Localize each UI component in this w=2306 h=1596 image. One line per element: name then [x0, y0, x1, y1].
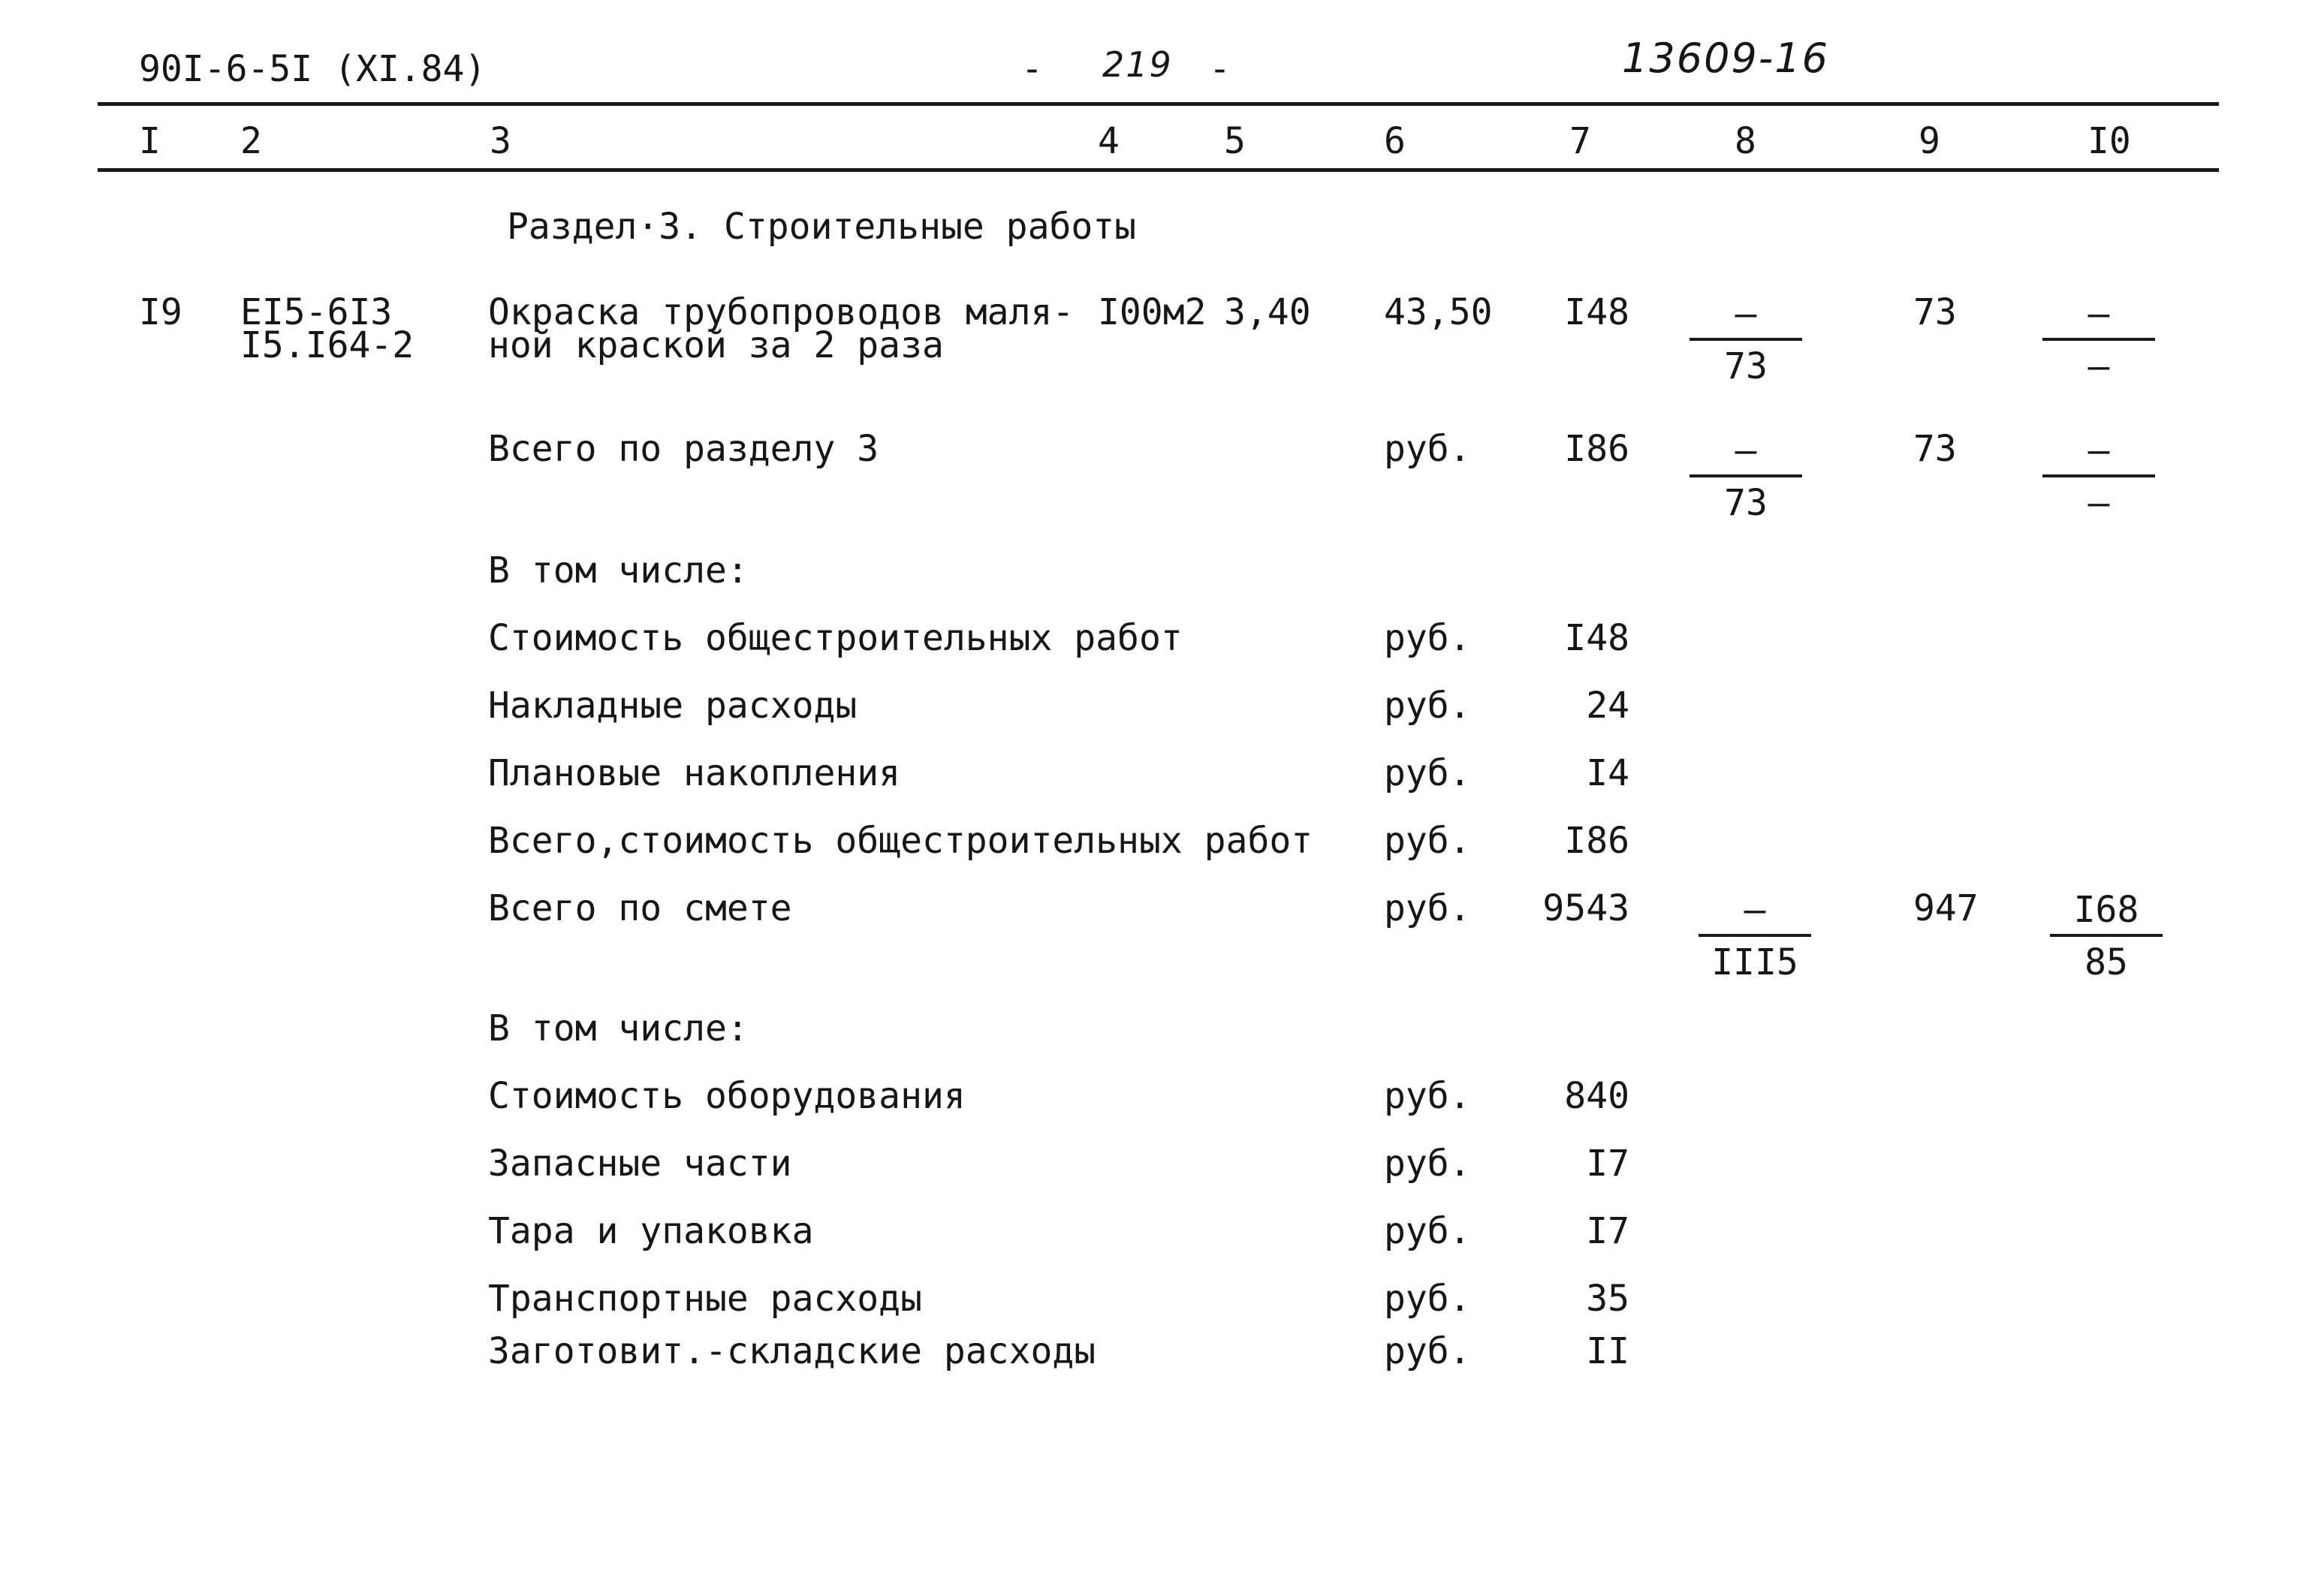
estimate-total-value: 9543 — [1542, 887, 1629, 929]
item-col8-fraction — [1690, 294, 1802, 386]
section-total-col10-numerator: – — [2087, 429, 2110, 471]
col-header-4: 4 — [1098, 120, 1120, 162]
breakdown1-value-2: I4 — [1586, 752, 1629, 794]
item-unit-price: 43,50 — [1384, 291, 1493, 333]
section-total-col8-fraction — [1690, 431, 1802, 522]
breakdown2-unit-1: руб. — [1384, 1143, 1471, 1185]
col-header-6: 6 — [1384, 120, 1406, 162]
section-total-col8-denominator: 73 — [1724, 482, 1768, 524]
estimate-total-unit: руб. — [1384, 887, 1471, 929]
section-total-col10-fraction — [2042, 431, 2155, 522]
breakdown1-value-1: 24 — [1586, 685, 1629, 727]
breakdown2-label-0: Стоимость оборудования — [488, 1075, 966, 1117]
item-col8-numerator: – — [1735, 293, 1757, 335]
breakdown1-label-1: Накладные расходы — [488, 685, 858, 727]
item-col10-fraction — [2042, 294, 2155, 386]
breakdown2-value-2: I7 — [1586, 1210, 1629, 1252]
item-quantity: 3,40 — [1224, 291, 1311, 333]
breakdown2-value-3: 35 — [1586, 1278, 1629, 1320]
col-header-3: 3 — [490, 120, 511, 162]
breakdown1-label-3: Всего,стоимость общестроительных работ — [488, 820, 1313, 862]
item-col10-numerator: – — [2087, 293, 2110, 335]
breakdown2-unit-2: руб. — [1384, 1210, 1471, 1252]
breakdown1-value-3: I86 — [1564, 820, 1629, 862]
estimate-total-col10-numerator: I68 — [2073, 889, 2139, 931]
breakdown1-unit-2: руб. — [1384, 752, 1471, 794]
col-header-8: 8 — [1735, 120, 1756, 162]
fraction-bar — [2042, 474, 2155, 477]
breakdown2-value-4: II — [1586, 1330, 1629, 1372]
item-code-primary: EI5-6I3 — [240, 291, 393, 333]
page-dash-left: - — [1021, 48, 1043, 90]
doc-code: 90I-6-5I (XI.84) — [139, 48, 487, 90]
breakdown2-label-3: Транспортные расходы — [488, 1278, 922, 1320]
section-total-value: I86 — [1564, 428, 1629, 470]
breakdown2-value-0: 840 — [1564, 1075, 1629, 1117]
section-title: Раздел·3. Строительные работы — [507, 206, 1137, 248]
breakdown2-label-1: Запасные части — [488, 1143, 792, 1185]
estimate-total-col9: 947 — [1913, 887, 1979, 929]
estimate-total-col10-denominator: 85 — [2084, 941, 2128, 983]
item-total: I48 — [1564, 291, 1629, 333]
breakdown1-unit-0: руб. — [1384, 617, 1471, 659]
col-header-9: 9 — [1919, 120, 1940, 162]
breakdown1-value-0: I48 — [1564, 617, 1629, 659]
item-col8-denominator: 73 — [1724, 345, 1768, 387]
item-number: I9 — [139, 291, 182, 333]
page-number: 219 — [1102, 44, 1173, 85]
fraction-bar — [2050, 934, 2163, 937]
col-header-7: 7 — [1569, 120, 1591, 162]
breakdown1-label-2: Плановые накопления — [488, 752, 901, 794]
fraction-bar — [1699, 934, 1811, 937]
col-header-1: I — [139, 120, 161, 162]
col-header-5: 5 — [1224, 120, 1246, 162]
breakdown2-unit-0: руб. — [1384, 1075, 1471, 1117]
top-rule — [98, 102, 2219, 106]
fraction-bar — [2042, 338, 2155, 341]
section-total-col9: 73 — [1913, 428, 1957, 470]
item-col10-denominator: – — [2087, 345, 2110, 387]
section-total-unit: руб. — [1384, 428, 1471, 470]
breakdown1-label-0: Стоимость общестроительных работ — [488, 617, 1183, 659]
sheet-code: 13609-16 — [1622, 35, 1829, 82]
fraction-bar — [1690, 474, 1802, 477]
col-header-10: I0 — [2087, 120, 2131, 162]
breakdown2-label-4: Заготовит.-складские расходы — [488, 1330, 1096, 1372]
breakdown2-unit-4: руб. — [1384, 1330, 1471, 1372]
item-unit: I00м2 — [1098, 291, 1207, 333]
section-total-col8-numerator: – — [1735, 429, 1757, 471]
breakdown1-unit-3: руб. — [1384, 820, 1471, 862]
item-col9: 73 — [1913, 291, 1957, 333]
section-total-col10-denominator: – — [2087, 482, 2110, 524]
including-heading-2: В том числе: — [488, 1007, 749, 1049]
breakdown1-unit-1: руб. — [1384, 685, 1471, 727]
breakdown2-label-2: Тара и упаковка — [488, 1210, 814, 1252]
section-total-label: Всего по разделу 3 — [488, 428, 879, 470]
estimate-total-col10-fraction — [2050, 890, 2163, 982]
estimate-total-col8-numerator: – — [1744, 889, 1766, 931]
item-description-line1: Окраска трубопроводов маля- — [488, 291, 1075, 333]
item-code-secondary: I5.I64-2 — [240, 324, 414, 366]
breakdown2-unit-3: руб. — [1384, 1278, 1471, 1320]
fraction-bar — [1690, 338, 1802, 341]
item-description-line2: ной краской за 2 раза — [488, 324, 944, 366]
estimate-total-col8-denominator: III5 — [1711, 941, 1798, 983]
col-header-2: 2 — [240, 120, 262, 162]
page-dash-right: - — [1209, 48, 1231, 90]
including-heading-1: В том числе: — [488, 550, 749, 592]
estimate-total-col8-fraction — [1699, 890, 1811, 982]
header-bottom-rule — [98, 168, 2219, 172]
estimate-total-label: Всего по смете — [488, 887, 792, 929]
breakdown2-value-1: I7 — [1586, 1143, 1629, 1185]
